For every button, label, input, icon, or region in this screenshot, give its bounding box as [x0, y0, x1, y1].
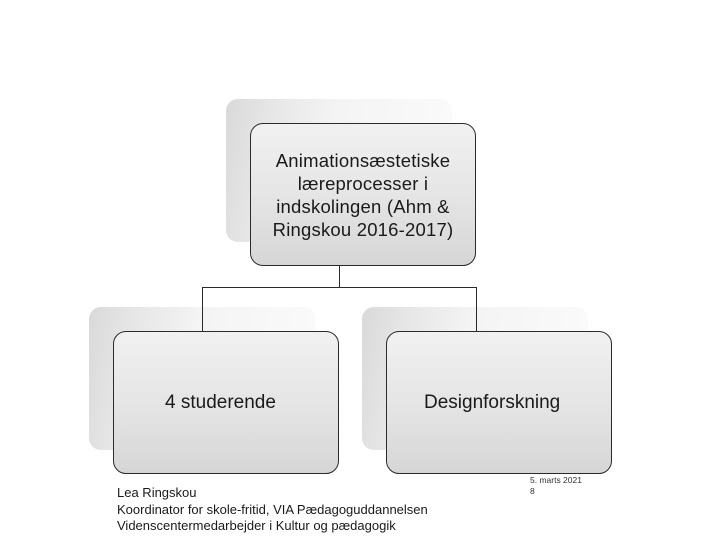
right-connector-vertical [476, 287, 477, 331]
root-connector-vertical [339, 266, 340, 287]
slide-date-block [530, 475, 582, 497]
slide-date: 5. marts 2021 [530, 475, 582, 485]
child-node-design-research-label: Designforskning [424, 392, 561, 413]
footer-author-block [117, 485, 428, 535]
root-node-label: Animationsæstetiske læreprocesser i indskolingen (Ahm & Ringskou 2016-2017) [272, 149, 454, 240]
author-affiliation: Videnscentermedarbejder i Kultur og pædagogik [117, 518, 396, 533]
branch-connector-horizontal [202, 287, 477, 288]
slide-page-number: 8 [530, 486, 535, 496]
left-connector-vertical [202, 287, 203, 331]
author-name: Lea Ringskou [117, 485, 197, 500]
author-role: Koordinator for skole-fritid, VIA Pædagoguddannelsen [117, 501, 428, 517]
root-node [250, 123, 476, 266]
child-node-students-label: 4 studerende [165, 392, 276, 413]
